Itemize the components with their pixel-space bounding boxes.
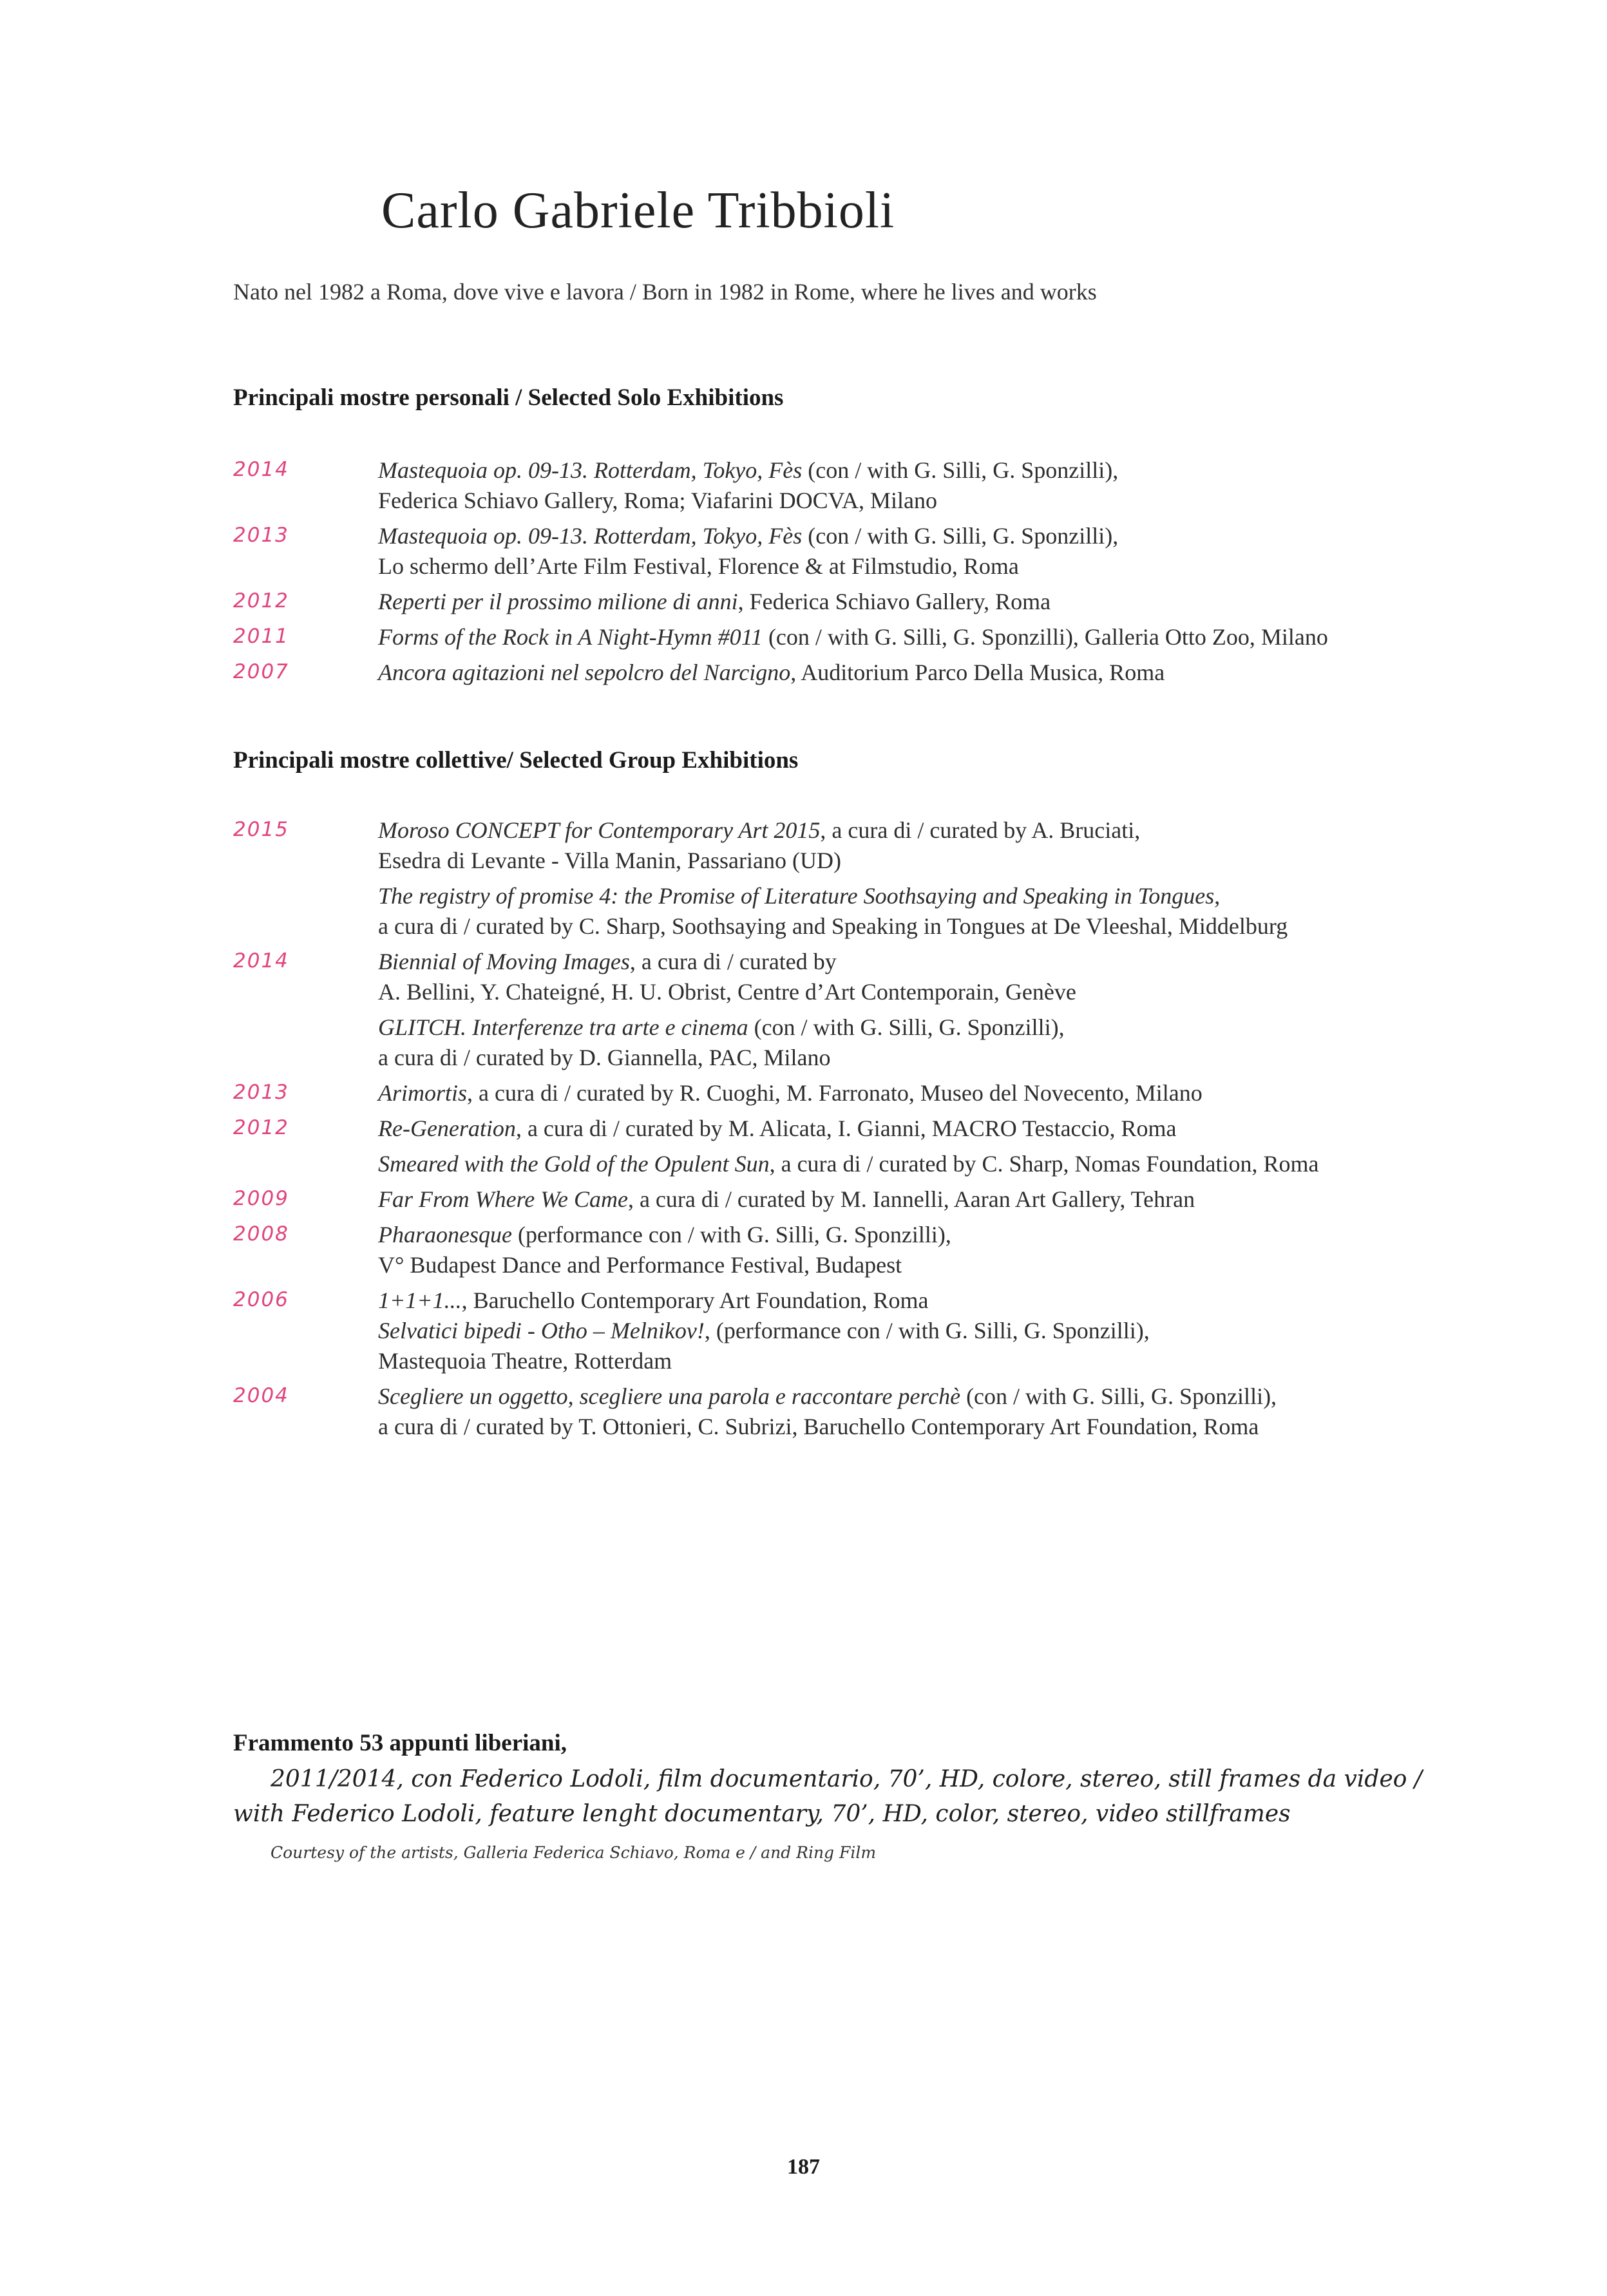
exhibition-title: Arimortis <box>378 1080 468 1106</box>
exhibition-title: Moroso CONCEPT for Contemporary Art 2015 <box>378 817 821 843</box>
exhibition-venue: A. Bellini, Y. Chateigné, H. U. Obrist, Centre d’Art Contemporain, Genève <box>378 979 1076 1005</box>
list-item <box>233 1012 1534 1073</box>
caption-line-1: 2011/2014, con Federico Lodoli, film documentario, 70’, HD, colore, stereo, still frames da video / <box>271 1766 1423 1792</box>
list-item <box>233 815 1534 876</box>
list-item <box>233 881 1534 942</box>
artist-born: Nato nel 1982 a Roma, dove vive e lavora / Born in 1982 in Rome, where he lives and works <box>233 279 1097 305</box>
exhibition-details: (con / with G. Silli, G. Sponzilli), <box>748 1014 1065 1040</box>
year: 2013 <box>233 1081 289 1104</box>
exhibition-title: Smeared with the Gold of the Opulent Sun <box>378 1151 770 1177</box>
year: 2007 <box>233 660 289 683</box>
exhibition-details: (con / with G. Silli, G. Sponzilli), <box>802 457 1119 483</box>
exhibition-venue: a cura di / curated by D. Giannella, PAC, Milano <box>378 1045 831 1070</box>
year: 2014 <box>233 458 289 481</box>
exhibition-title: Forms of the Rock in A Night-Hymn #011 <box>378 624 763 650</box>
exhibition-title: Ancora agitazioni nel sepolcro del Narcigno <box>378 659 791 685</box>
exhibition-venue: Mastequoia Theatre, Rotterdam <box>378 1348 672 1374</box>
caption-line-2: with Federico Lodoli, feature lenght documentary, 70’, HD, color, stereo, video stillframes <box>233 1801 1291 1827</box>
exhibition-title: Reperti per il prossimo milione di anni <box>378 589 738 614</box>
caption-title: Frammento 53 appunti liberiani, <box>233 1730 567 1756</box>
list-item <box>233 1114 1534 1144</box>
exhibition-venue: V° Budapest Dance and Performance Festival, Budapest <box>378 1252 902 1278</box>
exhibition-title: The registry of promise 4: the Promise of Literature Soothsaying and Speaking in Tongues <box>378 883 1215 909</box>
exhibition-venue: Esedra di Levante - Villa Manin, Passariano (UD) <box>378 848 841 873</box>
year: 2011 <box>233 625 289 648</box>
exhibition-venue: Federica Schiavo Gallery, Roma; Viafarini DOCVA, Milano <box>378 488 937 513</box>
exhibition-details: , a cura di / curated by M. Iannelli, Aaran Art Gallery, Tehran <box>627 1186 1195 1212</box>
exhibition-details: , Auditorium Parco Della Musica, Roma <box>790 659 1165 685</box>
artist-name: Carlo Gabriele Tribbioli <box>381 182 895 239</box>
list-item <box>233 521 1534 582</box>
solo-heading: Principali mostre personali / Selected Solo Exhibitions <box>233 384 784 411</box>
exhibition-title: Pharaonesque <box>378 1222 512 1248</box>
year: 2014 <box>233 949 289 972</box>
list-item <box>233 1184 1534 1215</box>
year: 2009 <box>233 1187 289 1210</box>
group-heading: Principali mostre collettive/ Selected Group Exhibitions <box>233 747 799 773</box>
exhibition-details: (con / with G. Silli, G. Sponzilli), Galleria Otto Zoo, Milano <box>762 624 1328 650</box>
exhibition-venue: a cura di / curated by T. Ottonieri, C. Subrizi, Baruchello Contemporary Art Foundation, Roma <box>378 1414 1259 1439</box>
exhibition-details-2: , (performance con / with G. Silli, G. Sponzilli), <box>704 1318 1150 1343</box>
solo-list <box>233 455 1534 688</box>
list-item <box>233 1149 1534 1179</box>
exhibition-venue: Lo schermo dell’Arte Film Festival, Florence & at Filmstudio, Roma <box>378 553 1019 579</box>
year <box>233 1012 378 1015</box>
year <box>233 881 378 884</box>
year <box>233 1149 378 1152</box>
exhibition-title: GLITCH. Interferenze tra arte e cinema <box>378 1014 748 1040</box>
list-item <box>233 658 1534 688</box>
list-item <box>233 1381 1534 1442</box>
year: 2013 <box>233 524 289 547</box>
year: 2004 <box>233 1384 289 1407</box>
list-item <box>233 1078 1534 1108</box>
exhibition-details: , a cura di / curated by M. Alicata, I. Gianni, MACRO Testaccio, Roma <box>515 1115 1177 1141</box>
exhibition-title: Mastequoia op. 09-13. Rotterdam, Tokyo, Fès <box>378 523 803 549</box>
list-item <box>233 587 1534 617</box>
year: 2006 <box>233 1288 289 1311</box>
exhibition-title: 1+1+1... <box>378 1287 462 1313</box>
exhibition-details: , a cura di / curated by R. Cuoghi, M. Farronato, Museo del Novecento, Milano <box>467 1080 1203 1106</box>
exhibition-title-2: Selvatici bipedi - Otho – Melnikov! <box>378 1318 705 1343</box>
year: 2008 <box>233 1222 289 1246</box>
year: 2012 <box>233 589 289 612</box>
exhibition-venue: a cura di / curated by C. Sharp, Soothsaying and Speaking in Tongues at De Vleeshal, Middelburg <box>378 913 1288 939</box>
list-item <box>233 1286 1534 1376</box>
exhibition-title: Re-Generation <box>378 1115 516 1141</box>
exhibition-title: Far From Where We Came <box>378 1186 628 1212</box>
exhibition-title: Mastequoia op. 09-13. Rotterdam, Tokyo, Fès <box>378 457 803 483</box>
exhibition-details: , a cura di / curated by <box>629 949 837 974</box>
exhibition-details: (con / with G. Silli, G. Sponzilli), <box>960 1383 1277 1409</box>
year: 2015 <box>233 818 289 841</box>
list-item <box>233 947 1534 1007</box>
exhibition-details: , Federica Schiavo Gallery, Roma <box>737 589 1051 614</box>
exhibition-details: (performance con / with G. Silli, G. Sponzilli), <box>511 1222 951 1248</box>
exhibition-details: , Baruchello Contemporary Art Foundation, Roma <box>461 1287 929 1313</box>
year: 2012 <box>233 1116 289 1139</box>
exhibition-details: , a cura di / curated by A. Bruciati, <box>820 817 1141 843</box>
exhibition-title: Scegliere un oggetto, scegliere una parola e raccontare perchè <box>378 1383 961 1409</box>
list-item <box>233 1220 1534 1280</box>
exhibition-details: , <box>1214 883 1221 909</box>
group-list <box>233 815 1534 1442</box>
exhibition-details: , a cura di / curated by C. Sharp, Nomas Foundation, Roma <box>769 1151 1319 1177</box>
list-item <box>233 455 1534 516</box>
caption-credit: Courtesy of the artists, Galleria Federica Schiavo, Roma e / and Ring Film <box>271 1843 877 1862</box>
exhibition-details: (con / with G. Silli, G. Sponzilli), <box>802 523 1119 549</box>
page-number: 187 <box>787 2155 820 2179</box>
list-item <box>233 622 1534 652</box>
exhibition-title: Biennial of Moving Images <box>378 949 630 974</box>
